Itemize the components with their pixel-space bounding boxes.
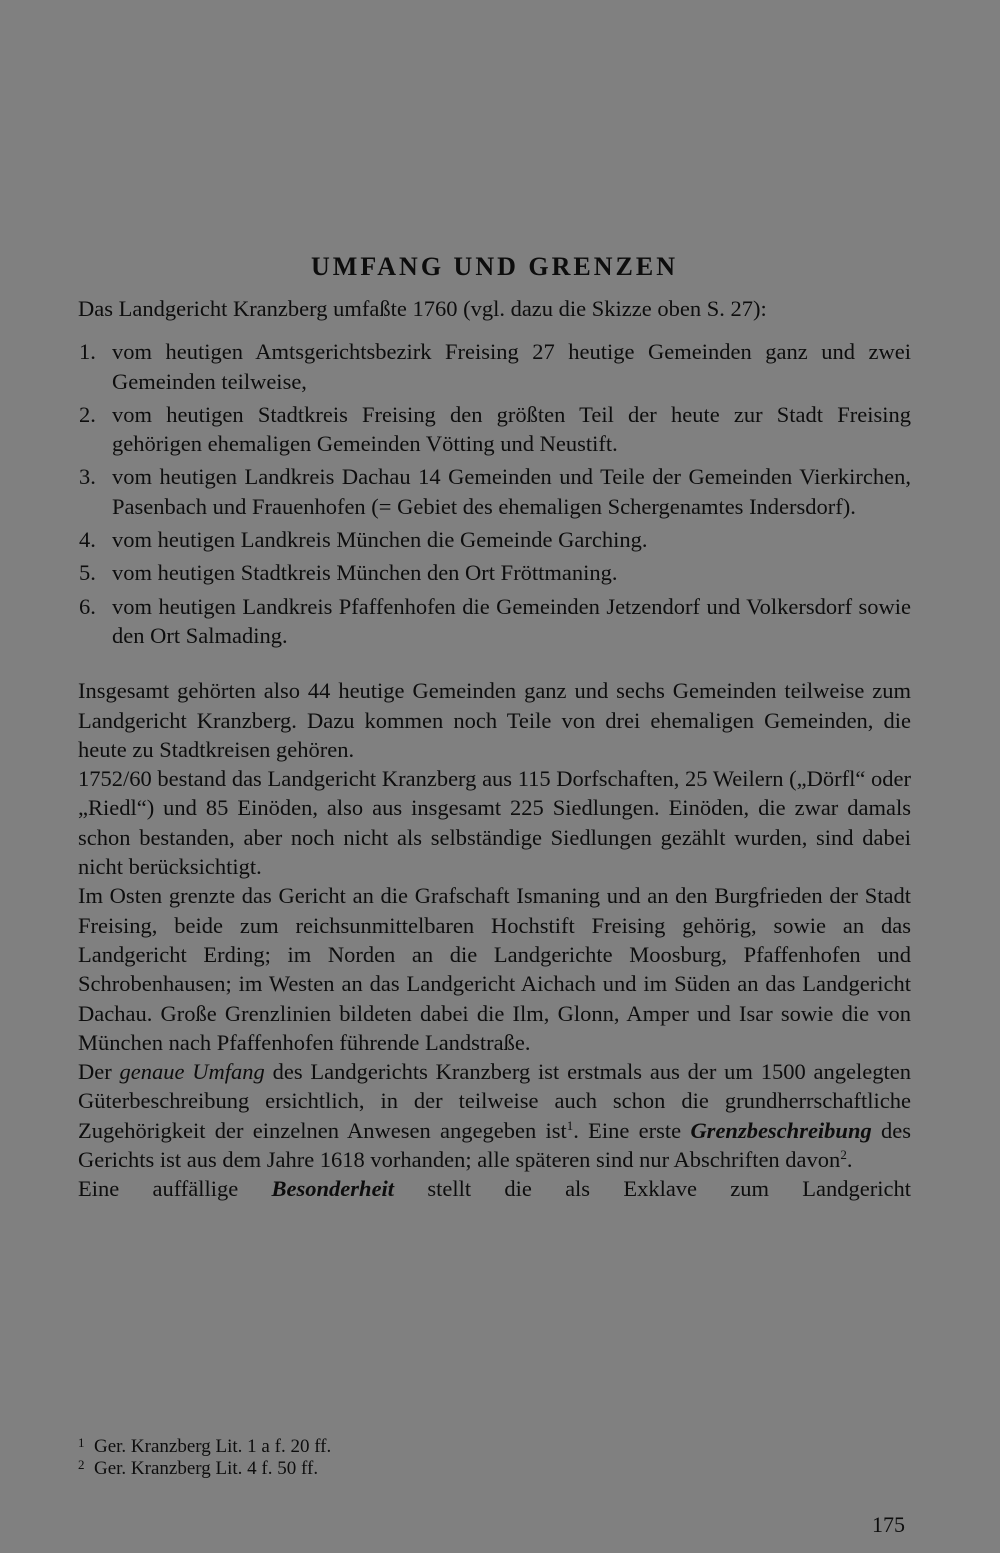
enumerated-list [78, 337, 911, 650]
list-item [78, 558, 911, 587]
footnote-reference: 1 [566, 1117, 574, 1133]
intro-paragraph: Das Landgericht Kranzberg umfaßte 1760 (vgl. dazu die Skizze oben S. 27): [78, 296, 767, 321]
page-number: 175 [872, 1512, 905, 1537]
list-item-text: vom heutigen Stadtkreis München den Ort Fröttmaning. [112, 560, 618, 586]
text-run: . [846, 1147, 853, 1173]
list-item-number: 6. [79, 593, 96, 619]
footnote-mark: 2 [78, 1457, 85, 1472]
footnote [78, 1458, 911, 1480]
footnotes [78, 1436, 911, 1480]
list-item [78, 592, 911, 651]
text-run: . Eine erste [573, 1117, 691, 1143]
emphasis-text: Besonderheit [271, 1176, 395, 1202]
paragraph-peculiarity [78, 1174, 911, 1203]
page-title: UMFANG UND GRENZEN [311, 252, 678, 282]
footnote [78, 1436, 911, 1458]
text-run: stellt die als Exklave zum Landgericht [394, 1176, 911, 1202]
paragraph-extent [78, 1057, 911, 1174]
emphasis-text: Grenzbeschreibung [690, 1117, 872, 1143]
footnote-mark: 1 [78, 1435, 85, 1450]
list-item-text: vom heutigen Stadtkreis Freising den größten Teil der heute zur Stadt Freising gehörigen ehemaligen Gemeinden Vötting und Neustift. [112, 401, 911, 457]
text-run: Der [78, 1059, 120, 1085]
list-item-number: 3. [79, 464, 96, 490]
list-item [78, 337, 911, 396]
list-item-number: 1. [79, 339, 96, 365]
list-item-text: vom heutigen Landkreis München die Gemeinde Garching. [112, 527, 648, 553]
list-item [78, 462, 911, 521]
body-paragraphs [78, 676, 911, 1203]
emphasis-text: genaue Umfang [119, 1059, 265, 1085]
footnote-text: Ger. Kranzberg Lit. 4 f. 50 ff. [94, 1458, 319, 1479]
text-run: Eine auffällige [78, 1176, 272, 1202]
paragraph-summary: Insgesamt gehörten also 44 heutige Gemeinden ganz und sechs Gemeinden teilweise zum Landgericht Kranzberg. Dazu kommen noch Teile von drei ehemaligen Gemeinden, die heute zu Stadtkreisen gehören. [78, 678, 911, 762]
list-item-number: 2. [79, 401, 96, 427]
text-run: des Landgerichts Kranzberg ist erstmals aus der um 1500 angelegten Güterbeschreibung ersichtlich, in der teilweise auch schon die grundherrschaftliche Zugehörigkeit der einzelnen Anwesen angegeben ist [78, 1059, 911, 1143]
list-item-text: vom heutigen Landkreis Dachau 14 Gemeinden und Teile der Gemeinden Vierkirchen, Pasenbach und Frauenhofen (= Gebiet des ehemaligen Schergenamtes Indersdorf). [112, 464, 911, 519]
list-item [78, 400, 911, 459]
list-item-number: 4. [79, 527, 96, 553]
footnote-reference: 2 [840, 1147, 847, 1163]
list-item [78, 525, 911, 554]
body-text [78, 294, 911, 1204]
list-item-text: vom heutigen Landkreis Pfaffenhofen die Gemeinden Jetzendorf und Volkersdorf sowie den Ort Salmading. [112, 593, 911, 648]
text-run: des Gerichts ist aus dem Jahre 1618 vorhanden; alle späteren sind nur Abschriften davon [78, 1117, 911, 1173]
footnote-text: Ger. Kranzberg Lit. 1 a f. 20 ff. [94, 1436, 332, 1457]
list-item-text: vom heutigen Amtsgerichtsbezirk Freising 27 heutige Gemeinden ganz und zwei Gemeinden teilweise, [112, 339, 911, 394]
paragraph-settlements: 1752/60 bestand das Landgericht Kranzberg aus 115 Dorfschaften, 25 Weilern („Dörfl“ oder „Riedl“) und 85 Einöden, also aus insgesamt 225 Siedlungen. Einöden, die zwar damals schon bestanden, aber noch nicht als selbständige Siedlungen gezählt wurden, sind dabei nicht berücksichtigt. [78, 766, 911, 880]
paragraph-borders: Im Osten grenzte das Gericht an die Grafschaft Ismaning und an den Burgfrieden der Stadt Freising, beide zum reichsunmittelbaren Hochstift Freising gehörig, sowie an das Landgericht Erding; im Norden an die Landgerichte Moosburg, Pfaffenhofen und Schrobenhausen; im Westen an das Landgericht Aichach und im Süden an das Landgericht Dachau. Große Grenzlinien bildeten dabei die Ilm, Glonn, Amper und Isar sowie die von München nach Pfaffenhofen führende Landstraße. [78, 883, 911, 1055]
list-item-number: 5. [79, 560, 96, 586]
